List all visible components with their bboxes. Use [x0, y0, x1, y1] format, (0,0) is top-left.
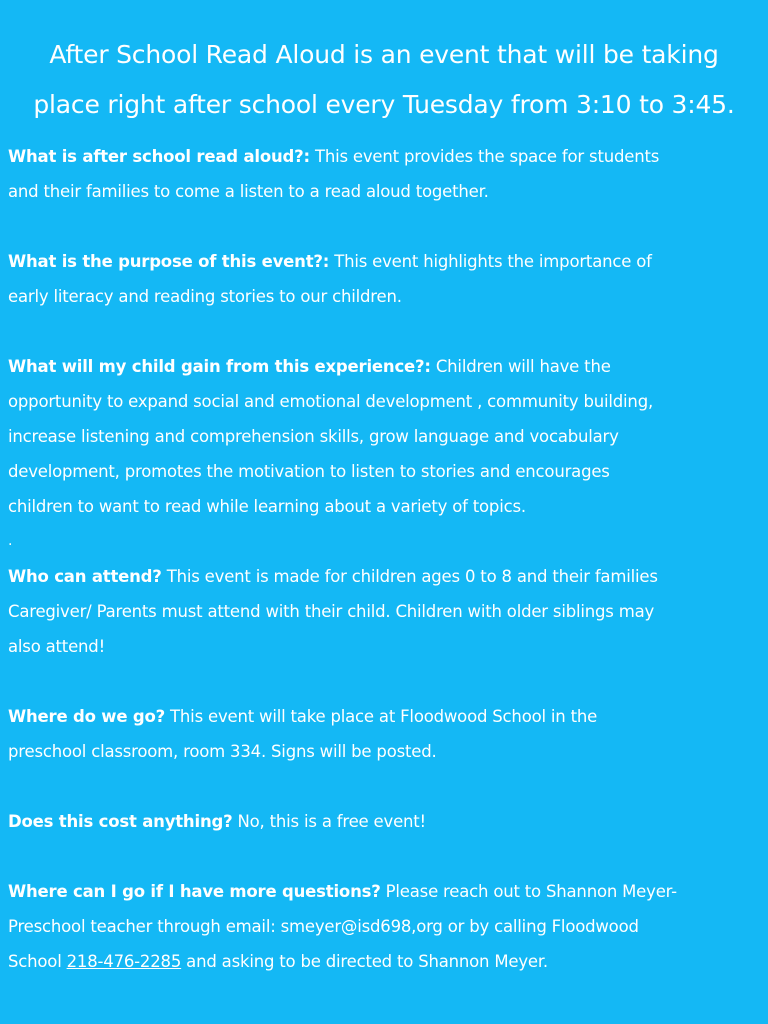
faq-attend — [8, 524, 760, 664]
faq-question: Where do we go? — [8, 707, 165, 726]
faq-answer: also attend! — [8, 637, 105, 656]
faq-question: What will my child gain from this experience?: — [8, 357, 431, 376]
stray-dot: . — [8, 533, 13, 549]
faq-answer: increase listening and comprehension skills, grow language and vocabulary — [8, 427, 619, 446]
faq-answer: Preschool teacher through email: smeyer@isd698,org or by calling Floodwood — [8, 917, 639, 936]
faq-line — [8, 874, 760, 909]
faq-answer: preschool classroom, room 334. Signs will be posted. — [8, 742, 437, 761]
faq-content — [8, 139, 760, 1014]
faq-what-is — [8, 139, 760, 209]
faq-line — [8, 139, 760, 174]
headline — [0, 30, 768, 130]
faq-where — [8, 699, 760, 769]
faq-line — [8, 349, 760, 384]
faq-gain — [8, 349, 760, 524]
faq-line — [8, 244, 760, 279]
faq-answer: children to want to read while learning about a variety of topics. — [8, 497, 526, 516]
faq-answer: No, this is a free event! — [232, 812, 426, 831]
faq-answer: and their families to come a listen to a read aloud together. — [8, 182, 489, 201]
headline-line-1: After School Read Aloud is an event that will be taking — [49, 40, 719, 69]
faq-question: What is the purpose of this event?: — [8, 252, 330, 271]
faq-answer: Children will have the — [430, 357, 611, 376]
faq-question: Who can attend? — [8, 567, 162, 586]
faq-question: Where can I go if I have more questions? — [8, 882, 381, 901]
faq-question: What is after school read aloud?: — [8, 147, 310, 166]
faq-cost — [8, 804, 760, 839]
faq-answer: Caregiver/ Parents must attend with their child. Children with older siblings may — [8, 602, 655, 621]
faq-line — [8, 944, 760, 979]
faq-answer: development, promotes the motivation to listen to stories and encourages — [8, 462, 610, 481]
headline-line-2: place right after school every Tuesday from 3:10 to 3:45. — [33, 90, 735, 119]
faq-question: Does this cost anything? — [8, 812, 233, 831]
faq-line — [8, 699, 760, 734]
faq-answer: This event highlights the importance of — [329, 252, 652, 271]
faq-answer: This event provides the space for students — [309, 147, 660, 166]
faq-answer: School — [8, 952, 67, 971]
faq-answer: This event will take place at Floodwood School in the — [165, 707, 598, 726]
phone-link[interactable]: 218-476-2285 — [66, 952, 182, 971]
faq-answer: This event is made for children ages 0 to 8 and their families — [161, 567, 658, 586]
faq-answer: early literacy and reading stories to our children. — [8, 287, 402, 306]
faq-line — [8, 559, 760, 594]
faq-questions — [8, 874, 760, 979]
faq-answer: and asking to be directed to Shannon Meyer. — [181, 952, 548, 971]
faq-answer: opportunity to expand social and emotional development , community building, — [8, 392, 654, 411]
faq-line — [8, 804, 760, 839]
faq-answer: Please reach out to Shannon Meyer- — [380, 882, 677, 901]
faq-purpose — [8, 244, 760, 314]
